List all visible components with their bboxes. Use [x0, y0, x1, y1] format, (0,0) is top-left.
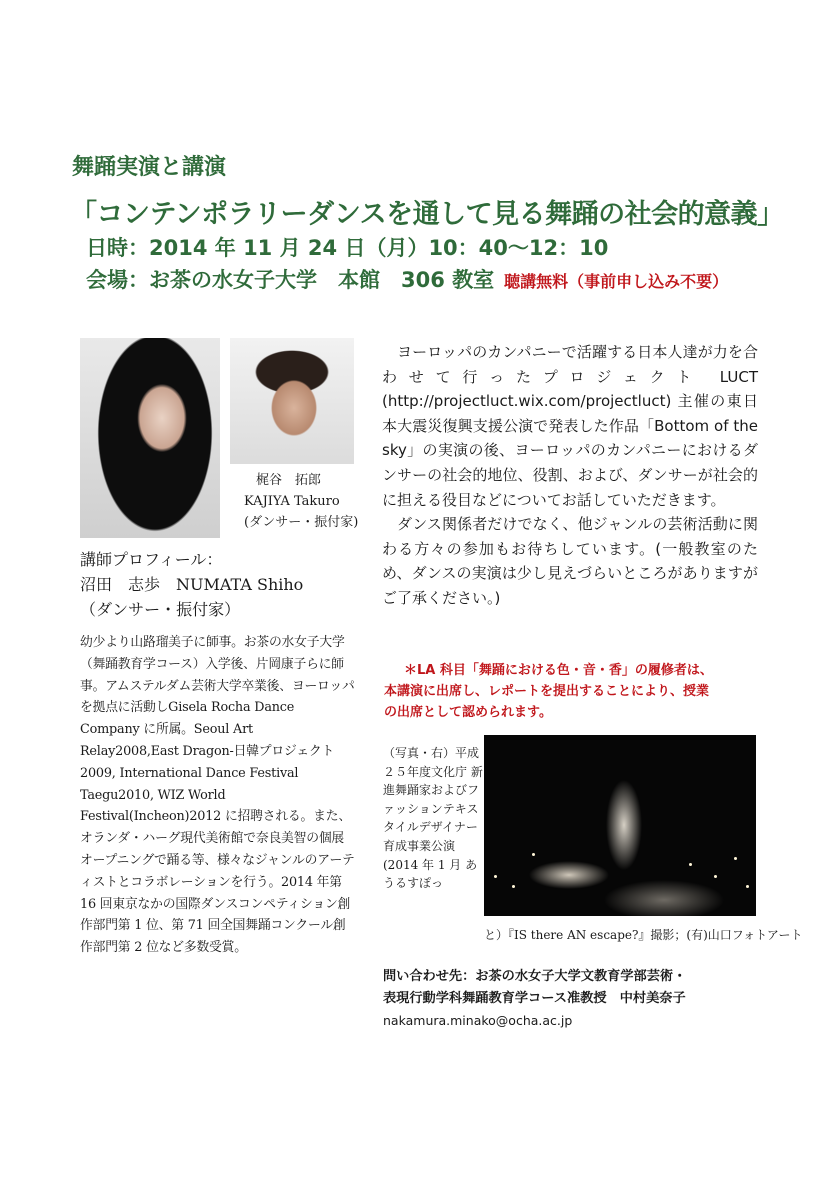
stage-photo-caption: （写真・右）平成２５年度文化庁 新進舞踊家およびファッションテキスタイルデザイナー育成事業公演 (2014 年 1 月 あうるすぽっ: [383, 746, 483, 891]
note-line-1: ＊LA 科目「舞踊における色・音・香」の履修者は、: [404, 663, 713, 678]
kajiya-role: (ダンサー・振付家): [244, 515, 359, 530]
profile-heading: 講師プロフィール：: [80, 550, 223, 569]
note-line-3: の出席として認められます。: [384, 705, 552, 720]
stage-performance-photo: [484, 735, 756, 916]
numata-shiho-photo: [80, 338, 220, 538]
event-description: [382, 340, 758, 611]
event-subtitle: 舞踊実演と講演: [72, 155, 227, 180]
course-credit-note: [384, 660, 764, 723]
kajiya-caption: [244, 470, 358, 533]
description-paragraph-2: ダンス関係者だけでなく、他ジャンルの芸術活動に関わる方々の参加もお待ちしています。(一般教室のため、ダンスの実演は少し見えづらいところがありますがご了承ください。): [382, 515, 758, 607]
note-line-2: 本講演に出席し、レポートを提出することにより、授業: [384, 684, 710, 699]
event-title: 「コンテンポラリーダンスを通して見る舞踊の社会的意義」: [70, 199, 784, 230]
contact-line-2: 表現行動学科舞踊教育学コース准教授 中村美奈子: [383, 991, 686, 1006]
kajiya-name-en: KAJIYA Takuro: [244, 494, 340, 509]
contact-info: [383, 966, 686, 1032]
event-date: 日時：2014 年 11 月 24 日（月）10：40～12：10: [86, 236, 609, 260]
profile-name: 沼田 志歩 NUMATA Shiho: [80, 575, 304, 594]
profile-body: 幼少より山路瑠美子に師事。お茶の水女子大学（舞踊教育学コース）入学後、片岡康子らに師事。アムステルダム芸術大学卒業後、ヨーロッパを拠点に活動しGisela Rocha Dance Company に所属。Seoul Art Relay2008,East Dragon-日韓プロジェクト 2009, International Dance Festival Taegu2010, WIZ World Festival(Incheon)2012 に招聘される。また、オランダ・ハーグ現代美術館で奈良美智の個展オープニングで踊る等、様々なジャンルのアーティストとコラボレーションを行う。2014 年第 16 回東京なかの国際ダンスコンペティション創作部門第 1 位、第 71 回全国舞踊コンクール創作部門第 2 位など多数受賞。: [80, 635, 355, 956]
kajiya-takuro-photo: [230, 338, 354, 464]
contact-line-1: 問い合わせ先：お茶の水女子大学文教育学部芸術・: [383, 969, 687, 984]
event-venue-line: [86, 264, 728, 294]
contact-email[interactable]: nakamura.minako@ocha.ac.jp: [383, 1013, 573, 1028]
stage-photo-credit: と）『IS there AN escape?』撮影；(有)山口フォトアート: [484, 928, 803, 942]
kajiya-name-ja: 梶谷 拓郎: [256, 473, 322, 488]
profile-header: [80, 547, 303, 622]
description-paragraph-1: ヨーロッパのカンパニーで活躍する日本人達が力を合わせて行ったプロジェクト LUCT (http://projectluct.wix.com/projectluct) 主催の東日本大震災復興支援公演で発表した作品「Bottom of the sky」の実演の後、ヨーロッパのカンパニーにおけるダンサーの社会的地位、役割、および、ダンサーが社会的に担える役目などについてお話していただきます。: [382, 343, 758, 509]
profile-role: （ダンサー・振付家）: [80, 600, 241, 619]
free-admission-note: 聴講無料（事前申し込み不要）: [504, 272, 729, 291]
event-venue: 会場：お茶の水女子大学 本館 306 教室: [86, 268, 495, 292]
